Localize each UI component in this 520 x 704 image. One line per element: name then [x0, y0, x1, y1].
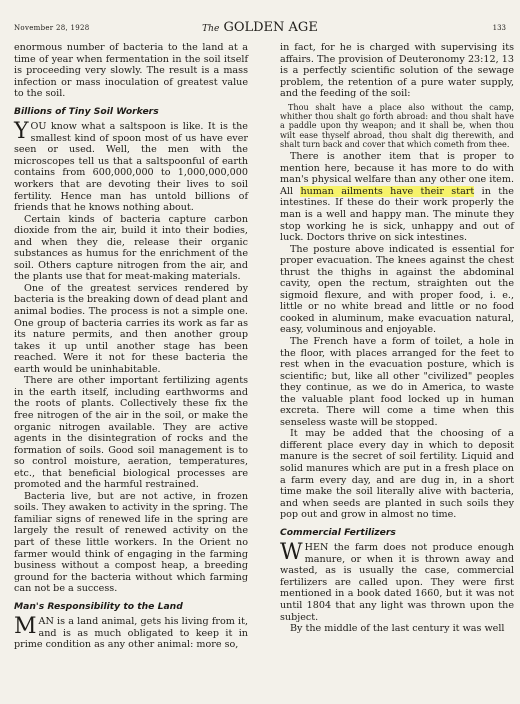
- section-heading: Man's Responsibility to the Land: [14, 600, 183, 612]
- drop-cap: W: [280, 540, 303, 566]
- paragraph-text: in the intestines. If these do their work properly the man is a well and happy man. The minute they stop working he is sick, unhappy and out of luck. Doctors thrive on sick intestines.: [280, 185, 514, 244]
- paragraph-text: HEN the farm does not produce enough manure, or when it is thrown away and wasted, as is usually the case, commercial fertilizers are called upon. They were first mentioned in a book dated 1660, but it was not until 1804 that any light was thrown upon the subject.: [280, 542, 514, 623]
- paragraph-text: AN is a land animal, gets his living from it, and is as much obligated to keep it in prime condition as any other animal: more so,: [14, 616, 248, 651]
- highlighted-text: human ailments have their start: [300, 185, 475, 197]
- paragraph: The French have a form of toilet, a hole in the floor, with places arranged for the feet to rest when in the evacuation posture, which is scientific; but, like all other "civilized" peoples they continue, as we do in America, to waste the valuable plant food locked up in human excreta. There will come a time when this senseless waste will be stopped.: [280, 335, 514, 428]
- paragraph: Certain kinds of bacteria capture carbon dioxide from the air, build it into their bodies, and when they die, release their organic substances as humus for the enrichment of the soil. Others capture nitrogen from the air, and the plants use that for meat-making materials.: [14, 213, 248, 283]
- scripture-quote: Thou shalt have a place also without the camp, whither thou shalt go forth abroad: and thou shalt have a paddle upon thy weapon; and it shall be, when thou wilt ease thyself abroad, thou shalt dig therewith, and shalt turn back and cover that which cometh from thee.: [280, 101, 514, 149]
- header-date: November 28, 1928: [14, 24, 90, 32]
- paragraph: The posture above indicated is essential for proper evacuation. The knees against the chest thrust the thighs in against the abdominal cavity, open the rectum, straighten out the sigmoid flexure, and with proper food, i. e., little or no white bread and little or no food cooked in aluminum, make evacuation natural, easy, voluminous and enjoyable.: [280, 243, 514, 336]
- paragraph: Bacteria live, but are not active, in frozen soils. They awaken to activity in the spring. The familiar signs of renewed life in the spring are largely the result of renewed activity on the part of these little workers. In the Orient no farmer would think of engaging in the farming business without a compost heap, a breeding ground for the bacteria without which farming can not be a success.: [14, 490, 248, 595]
- right-column: [280, 42, 514, 635]
- title-main: GOLDEN AGE: [223, 20, 318, 35]
- paragraph: One of the greatest services rendered by bacteria is the breaking down of dead plant and animal bodies. The process is not a simple one. One group of bacteria carries its work as far as its nature permits, and then another group takes it up until another stage has been reached. Were it not for these bacteria the earth would be uninhabitable.: [14, 282, 248, 375]
- paragraph: [280, 151, 514, 243]
- title-the: The: [202, 24, 220, 34]
- drop-cap: M: [14, 614, 37, 640]
- page-header: [14, 20, 506, 38]
- magazine-title: [14, 20, 506, 35]
- page-number: 133: [492, 24, 506, 32]
- section-heading: Billions of Tiny Soil Workers: [14, 105, 159, 117]
- paragraph: enormous number of bacteria to the land at a time of year when fermentation in the soil itself is proceeding very slowly. The result is a mass infection or mass inoculation of greatest value to the soil.: [14, 42, 248, 100]
- paragraph: [280, 542, 514, 623]
- paragraph: [14, 121, 248, 213]
- section-heading: Commercial Fertilizers: [280, 526, 396, 538]
- drop-cap: Y: [14, 119, 29, 145]
- paragraph-text: OU know what a saltspoon is like. It is the smallest kind of spoon most of us have ever seen or used. Well, the men with the microscopes tell us that a saltspoonful of earth contains from 600,000,000 to 1,000,000,000 workers that are devoting their lives to soil fertility. Hence man has untold billions of friends that he knows nothing about.: [14, 121, 248, 214]
- paragraph-text: There is another item that is proper to mention here, because it has more to do with man's physical welfare than any other one item. All: [280, 151, 514, 197]
- paragraph: It may be added that the choosing of a different place every day in which to deposit manure is the secret of soil fertility. Liquid and solid manures which are put in a fresh place on a farm every day, and are dug in, in a short time make the soil literally alive with bacteria, and when seeds are planted in such soils they pop out and grow in almost no time.: [280, 428, 514, 521]
- paragraph: By the middle of the last century it was well: [290, 623, 505, 635]
- left-column: [14, 42, 248, 651]
- paragraph: There are other important fertilizing agents in the earth itself, including earthworms and the roots of plants. Collectively these fix the free nitrogen of the air in the soil, or make the organic nitrogen available. They are active agents in the disintegration of rocks and the formation of soils. Good soil management is to so control moisture, aeration, temperatures, etc., that beneficial biological processes are promoted and the harmful restrained.: [14, 375, 248, 491]
- paragraph: in fact, for he is charged with supervising its affairs. The provision of Deuteronomy 23:12, 13 is a perfectly scientific solution of the sewage problem, the retention of a pure water supply, and the feeding of the soil:: [280, 42, 514, 100]
- paragraph: [14, 616, 248, 651]
